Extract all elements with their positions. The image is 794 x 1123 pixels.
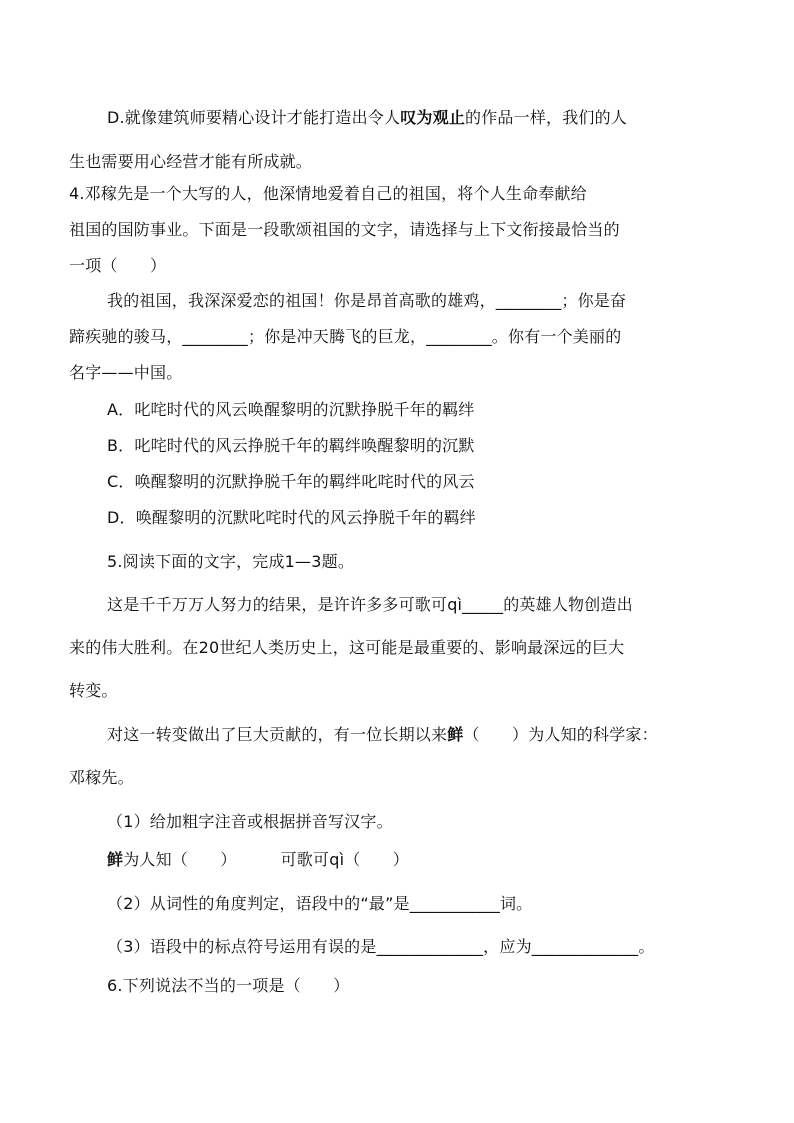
q5-passage1-line1: 这是千千万万人努力的结果，是许许多多可歌可qì_____的英雄人物创造出: [107, 595, 633, 614]
q4-passage-line2: 蹄疾驰的骏马，________；你是冲天腾飞的巨龙，________。你有一个美丽的: [69, 327, 622, 346]
q5-sub1-item-a: 为人知（ ）: [123, 850, 237, 869]
q3-option-d-line1: [107, 108, 627, 128]
q4-stem-line3: 一项（ ）: [69, 256, 167, 275]
q3-option-d-text-a: D.就像建筑师要精心设计才能打造出令人: [107, 108, 401, 127]
q5-passage2-text-a: 对这一转变做出了巨大贡献的，有一位长期以来: [107, 725, 448, 744]
q3-option-d-bold-idiom: 叹为观止: [400, 108, 466, 127]
q5-sub1-prompt: （1）给加粗字注音或根据拼音写汉字。: [107, 812, 393, 831]
q4-stem-line2: 祖国的国防事业。下面是一段歌颂祖国的文字，请选择与上下文衔接最恰当的: [69, 220, 620, 239]
q5-passage2-line1: [107, 725, 658, 745]
q3-option-d-text-b: 的作品一样，我们的人: [465, 108, 628, 127]
q5-passage2-bold-char: 鲜: [447, 725, 464, 744]
q4-passage-line3: 名字——中国。: [69, 363, 183, 382]
q5-stem: 5.阅读下面的文字，完成1—3题。: [107, 552, 355, 571]
q5-sub2: （2）从词性的角度判定，语段中的“最”是___________词。: [107, 894, 533, 913]
q5-sub1-item-b: 可歌可qì（ ）: [280, 850, 410, 869]
q4-option-b: B．叱咤时代的风云挣脱千年的羁绊唤醒黎明的沉默: [107, 436, 475, 455]
q4-option-d: D．唤醒黎明的沉默叱咤时代的风云挣脱千年的羁绊: [107, 508, 476, 527]
q3-option-d-line2: 生也需要用心经营才能有所成就。: [69, 152, 313, 171]
q6-stem: 6.下列说法不当的一项是（ ）: [107, 976, 350, 995]
q5-sub1-items: [107, 850, 409, 870]
q4-option-c: C．唤醒黎明的沉默挣脱千年的羁绊叱咤时代的风云: [107, 472, 475, 491]
q5-passage2-text-b: （ ）为人知的科学家：: [463, 725, 658, 744]
q5-sub3: （3）语段中的标点符号运用有误的是_____________，应为_____________。: [107, 937, 655, 956]
q4-stem-line1: 4.邓稼先是一个大写的人，他深情地爱着自己的祖国，将个人生命奉献给: [69, 184, 587, 203]
q5-sub1-bold-char: 鲜: [107, 850, 124, 869]
q4-option-a: A．叱咤时代的风云唤醒黎明的沉默挣脱千年的羁绊: [107, 400, 475, 419]
q4-passage-line1: 我的祖国，我深深爱恋的祖国！你是昂首高歌的雄鸡，________；你是奋: [107, 291, 627, 310]
q5-passage1-line3: 转变。: [69, 681, 118, 700]
q5-passage1-line2: 来的伟大胜利。在20世纪人类历史上，这可能是最重要的、影响最深远的巨大: [69, 638, 625, 657]
q5-passage2-line2: 邓稼先。: [69, 768, 134, 787]
